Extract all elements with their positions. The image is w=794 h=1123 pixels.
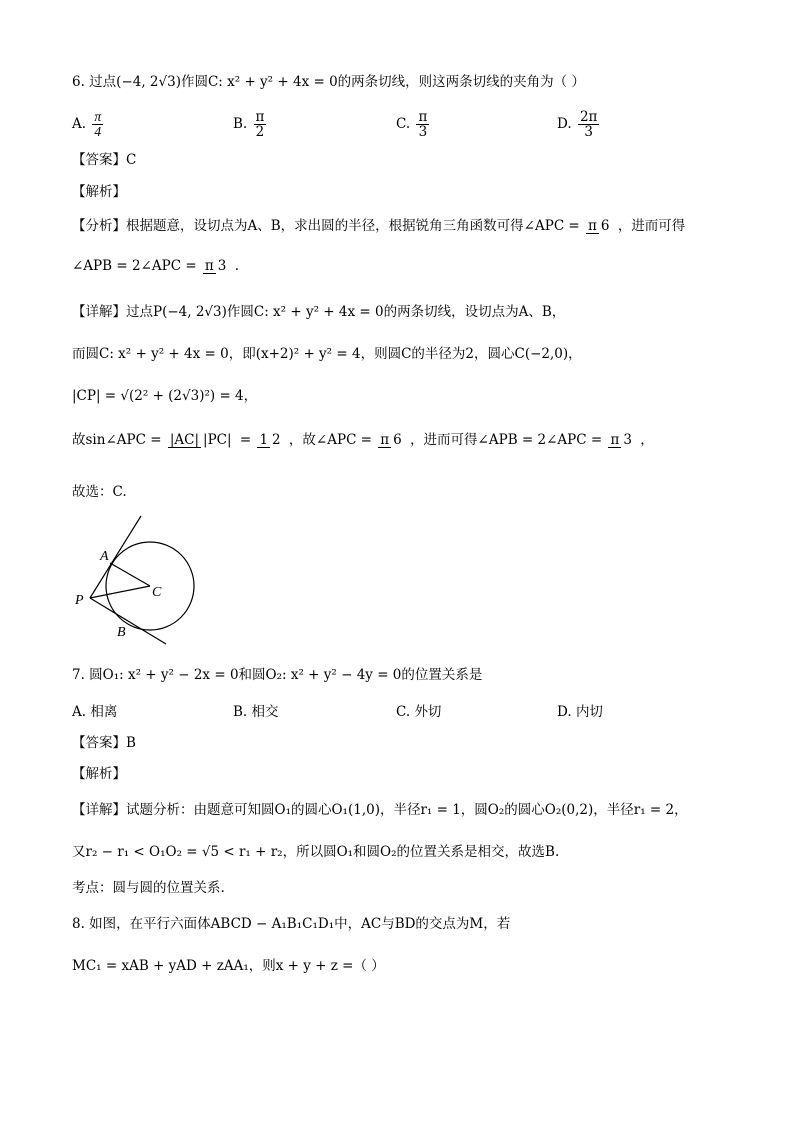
frac-num: π [610, 432, 620, 448]
q6-detail-line4 [72, 430, 654, 450]
q7-analysis-title: 【解析】 [72, 766, 126, 782]
frac-den: 2 [272, 432, 281, 448]
q6-answer: 【答案】C [72, 152, 137, 168]
frac-num: π [204, 258, 214, 274]
frac-den: |PC| [203, 432, 232, 448]
option-text: 相交 [251, 704, 279, 720]
q7-detail-line2: 又r₂ − r₁ < O₁O₂ = √5 < r₁ + r₂，所以圆O₁和圆O₂的位置关系是相交，故选B. [72, 844, 560, 860]
label-b: B [117, 625, 126, 640]
tangent-figure [70, 512, 210, 652]
fenxi-text: ，进而可得 [617, 218, 686, 234]
option-text: 内切 [575, 704, 603, 720]
option-text: 外切 [414, 704, 442, 720]
frac-num: π [94, 109, 102, 124]
fenxi-text: . [234, 258, 239, 274]
option-letter: B. [233, 704, 248, 720]
tangent-line-upper [90, 516, 141, 598]
detail-text: ， [640, 432, 654, 448]
frac-den: 6 [393, 432, 402, 448]
q6-option-b [233, 110, 268, 139]
detail-text: = [239, 432, 252, 448]
detail-text: 故sin∠APC = [72, 432, 162, 448]
frac-den: 6 [600, 218, 610, 234]
q6-fenxi-line1 [72, 216, 685, 236]
frac-num: π [255, 109, 265, 125]
q7-option-d [557, 702, 603, 722]
option-letter: A. [72, 704, 87, 720]
q7-stem: 7. 圆O₁: x² + y² − 2x = 0和圆O₂: x² + y² − 4y = 0的位置关系是 [72, 667, 483, 683]
frac-den: 3 [217, 258, 227, 274]
q6-detail-line3: |CP| = √(2² + (2√3)²) = 4， [72, 388, 258, 404]
label-p: P [75, 593, 84, 608]
q8-stem: 8. 如图，在平行六面体ABCD − A₁B₁C₁D₁中，AC与BD的交点为M，若 [72, 916, 511, 932]
option-letter: D. [557, 116, 572, 132]
q7-kaodian: 考点：圆与圆的位置关系. [72, 880, 225, 896]
q6-option-c [396, 110, 431, 139]
frac-den: 3 [418, 124, 428, 140]
frac-num: 1 [259, 432, 269, 448]
detail-text: ，故∠APC = [288, 432, 372, 448]
q7-option-a [72, 702, 117, 722]
q6-stem: 6. 过点(−4, 2√3)作圆C: x² + y² + 4x = 0的两条切线，则这两条切线的夹角为（ ） [72, 74, 585, 90]
q6-choose: 故选：C. [72, 484, 127, 500]
option-letter: B. [233, 116, 248, 132]
detail-text: ，进而可得∠APB = 2∠APC = [410, 432, 603, 448]
option-letter: C. [396, 116, 411, 132]
frac-den: 2 [255, 124, 265, 140]
frac-num: 2π [579, 109, 598, 125]
q7-option-c [396, 702, 441, 722]
tangent-line-lower [90, 598, 166, 644]
q8-stem-line2: MC₁ = xAB + yAD + zAA₁，则x + y + z =（ ） [72, 958, 385, 974]
q7-detail-line1: 【详解】试题分析：由题意可知圆O₁的圆心O₁(1,0)，半径r₁ = 1，圆O₂的圆心O₂(0,2)，半径r₁ = 2， [72, 802, 688, 818]
option-letter: D. [557, 704, 572, 720]
q6-option-a [72, 110, 105, 139]
frac-num: |AC| [169, 432, 200, 448]
frac-num: π [380, 432, 390, 448]
q6-fenxi-line2 [72, 256, 239, 276]
option-letter: C. [396, 704, 411, 720]
segment-pc [90, 586, 150, 598]
fenxi-text: 【分析】根据题意，设切点为A、B，求出圆的半径，根据锐角三角函数可得∠APC = [72, 218, 580, 234]
frac-num: π [418, 109, 428, 125]
option-text: 相离 [90, 704, 118, 720]
fenxi-text: ∠APB = 2∠APC = [72, 258, 197, 274]
segment-ac [110, 563, 150, 586]
q7-answer: 【答案】B [72, 735, 136, 751]
q7-option-b [233, 702, 279, 722]
option-letter: A. [72, 116, 87, 132]
frac-den: 3 [584, 124, 593, 140]
frac-num: π [588, 218, 597, 234]
label-c: C [152, 585, 162, 600]
frac-den: 4 [94, 124, 102, 139]
label-a: A [100, 549, 109, 564]
frac-den: 3 [623, 432, 632, 448]
q6-detail-line1: 【详解】过点P(−4, 2√3)作圆C: x² + y² + 4x = 0的两条切线，设切点为A、B， [72, 304, 566, 320]
q6-analysis-title: 【解析】 [72, 184, 126, 200]
q6-option-d [557, 110, 601, 139]
q6-detail-line2: 而圆C: x² + y² + 4x = 0，即(x+2)² + y² = 4，则圆C的半径为2，圆心C(−2,0)， [72, 346, 582, 362]
